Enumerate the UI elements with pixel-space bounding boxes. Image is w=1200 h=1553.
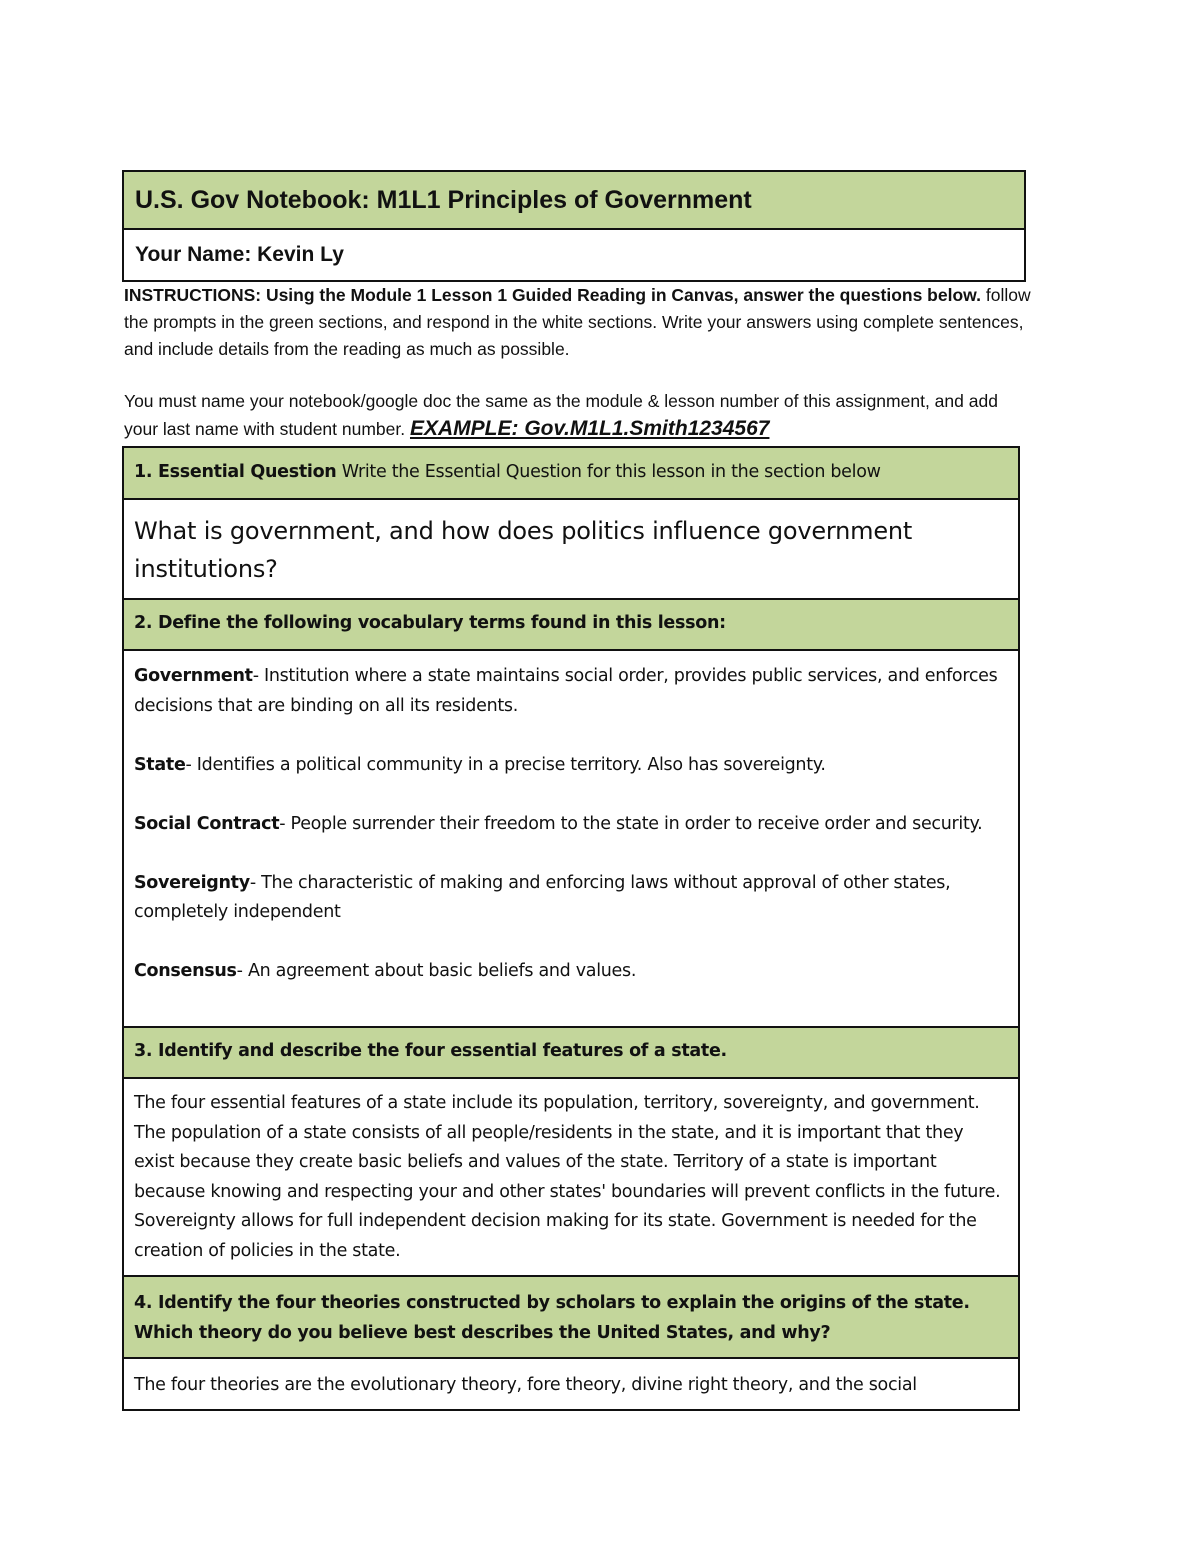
vocab-term: Sovereignty <box>134 872 250 893</box>
name-value: Kevin Ly <box>257 243 344 266</box>
question-1-prompt <box>124 448 1018 500</box>
naming-text: You must name your notebook/google doc the same as the module & lesson number of this assignment, and add your last name with student number. <box>124 391 998 439</box>
question-1-label: 1. Essential Question <box>134 462 337 482</box>
vocab-definition: - The characteristic of making and enforcing laws without approval of other states, completely independent <box>134 872 951 922</box>
vocab-term: Social Contract <box>134 813 280 834</box>
vocab-entry <box>134 810 1008 840</box>
vocab-entry <box>134 869 1008 928</box>
vocab-term: State <box>134 754 186 775</box>
question-2-answer[interactable] <box>124 651 1018 1028</box>
vocab-definition: - People surrender their freedom to the state in order to receive order and security. <box>279 813 983 834</box>
document-title: U.S. Gov Notebook: M1L1 Principles of Government <box>124 172 1024 230</box>
question-4-prompt: 4. Identify the four theories constructed by scholars to explain the origins of the state. Which theory do you believe best describes the United States, and why? <box>124 1277 1018 1359</box>
vocab-entry <box>134 751 1008 781</box>
question-1-answer[interactable]: What is government, and how does politics influence government institutions? <box>124 500 1018 600</box>
vocab-entry <box>134 662 1008 721</box>
instructions <box>124 282 1034 443</box>
question-2-prompt: 2. Define the following vocabulary terms found in this lesson: <box>124 600 1018 651</box>
question-1-text: Write the Essential Question for this lesson in the section below <box>336 462 881 482</box>
naming-example: EXAMPLE: Gov.M1L1.Smith1234567 <box>409 417 770 440</box>
question-3-prompt: 3. Identify and describe the four essential features of a state. <box>124 1028 1018 1079</box>
name-label: Your Name <box>135 243 245 266</box>
name-row <box>124 230 1024 280</box>
question-4-answer[interactable]: The four theories are the evolutionary theory, fore theory, divine right theory, and the social <box>124 1359 1018 1411</box>
vocab-term: Government <box>134 666 253 686</box>
vocab-term: Consensus <box>134 961 237 981</box>
name-separator: : <box>244 243 258 266</box>
vocab-entry <box>134 957 1008 987</box>
vocab-definition: - Institution where a state maintains social order, provides public services, and enforces decisions that are binding on all its residents. <box>134 666 998 716</box>
vocab-definition: - An agreement about basic beliefs and values. <box>236 961 637 981</box>
naming-paragraph <box>124 388 1034 443</box>
question-3-answer[interactable]: The four essential features of a state include its population, territory, sovereignty, and government. The population of a state consists of all people/residents in the state, and it is important that they exist because they create basic beliefs and values of the state. Territory of a state is important because knowing and respecting your and other states' boundaries will prevent conflicts in the future. Sovereignty allows for full independent decision making for its state. Government is needed for the creation of policies in the state. <box>124 1079 1018 1277</box>
title-table <box>122 170 1026 282</box>
vocab-definition: - Identifies a political community in a precise territory. Also has sovereignty. <box>185 754 826 775</box>
instructions-paragraph <box>124 282 1034 363</box>
instructions-body: follow the prompts in the green sections, and respond in the white sections. Write your answers using complete sentences, and include details from the reading as much as possible. <box>124 285 1031 359</box>
questions-table <box>122 446 1020 1411</box>
instructions-lead: INSTRUCTIONS: Using the Module 1 Lesson 1 Guided Reading in Canvas, answer the questions below. <box>124 285 981 305</box>
